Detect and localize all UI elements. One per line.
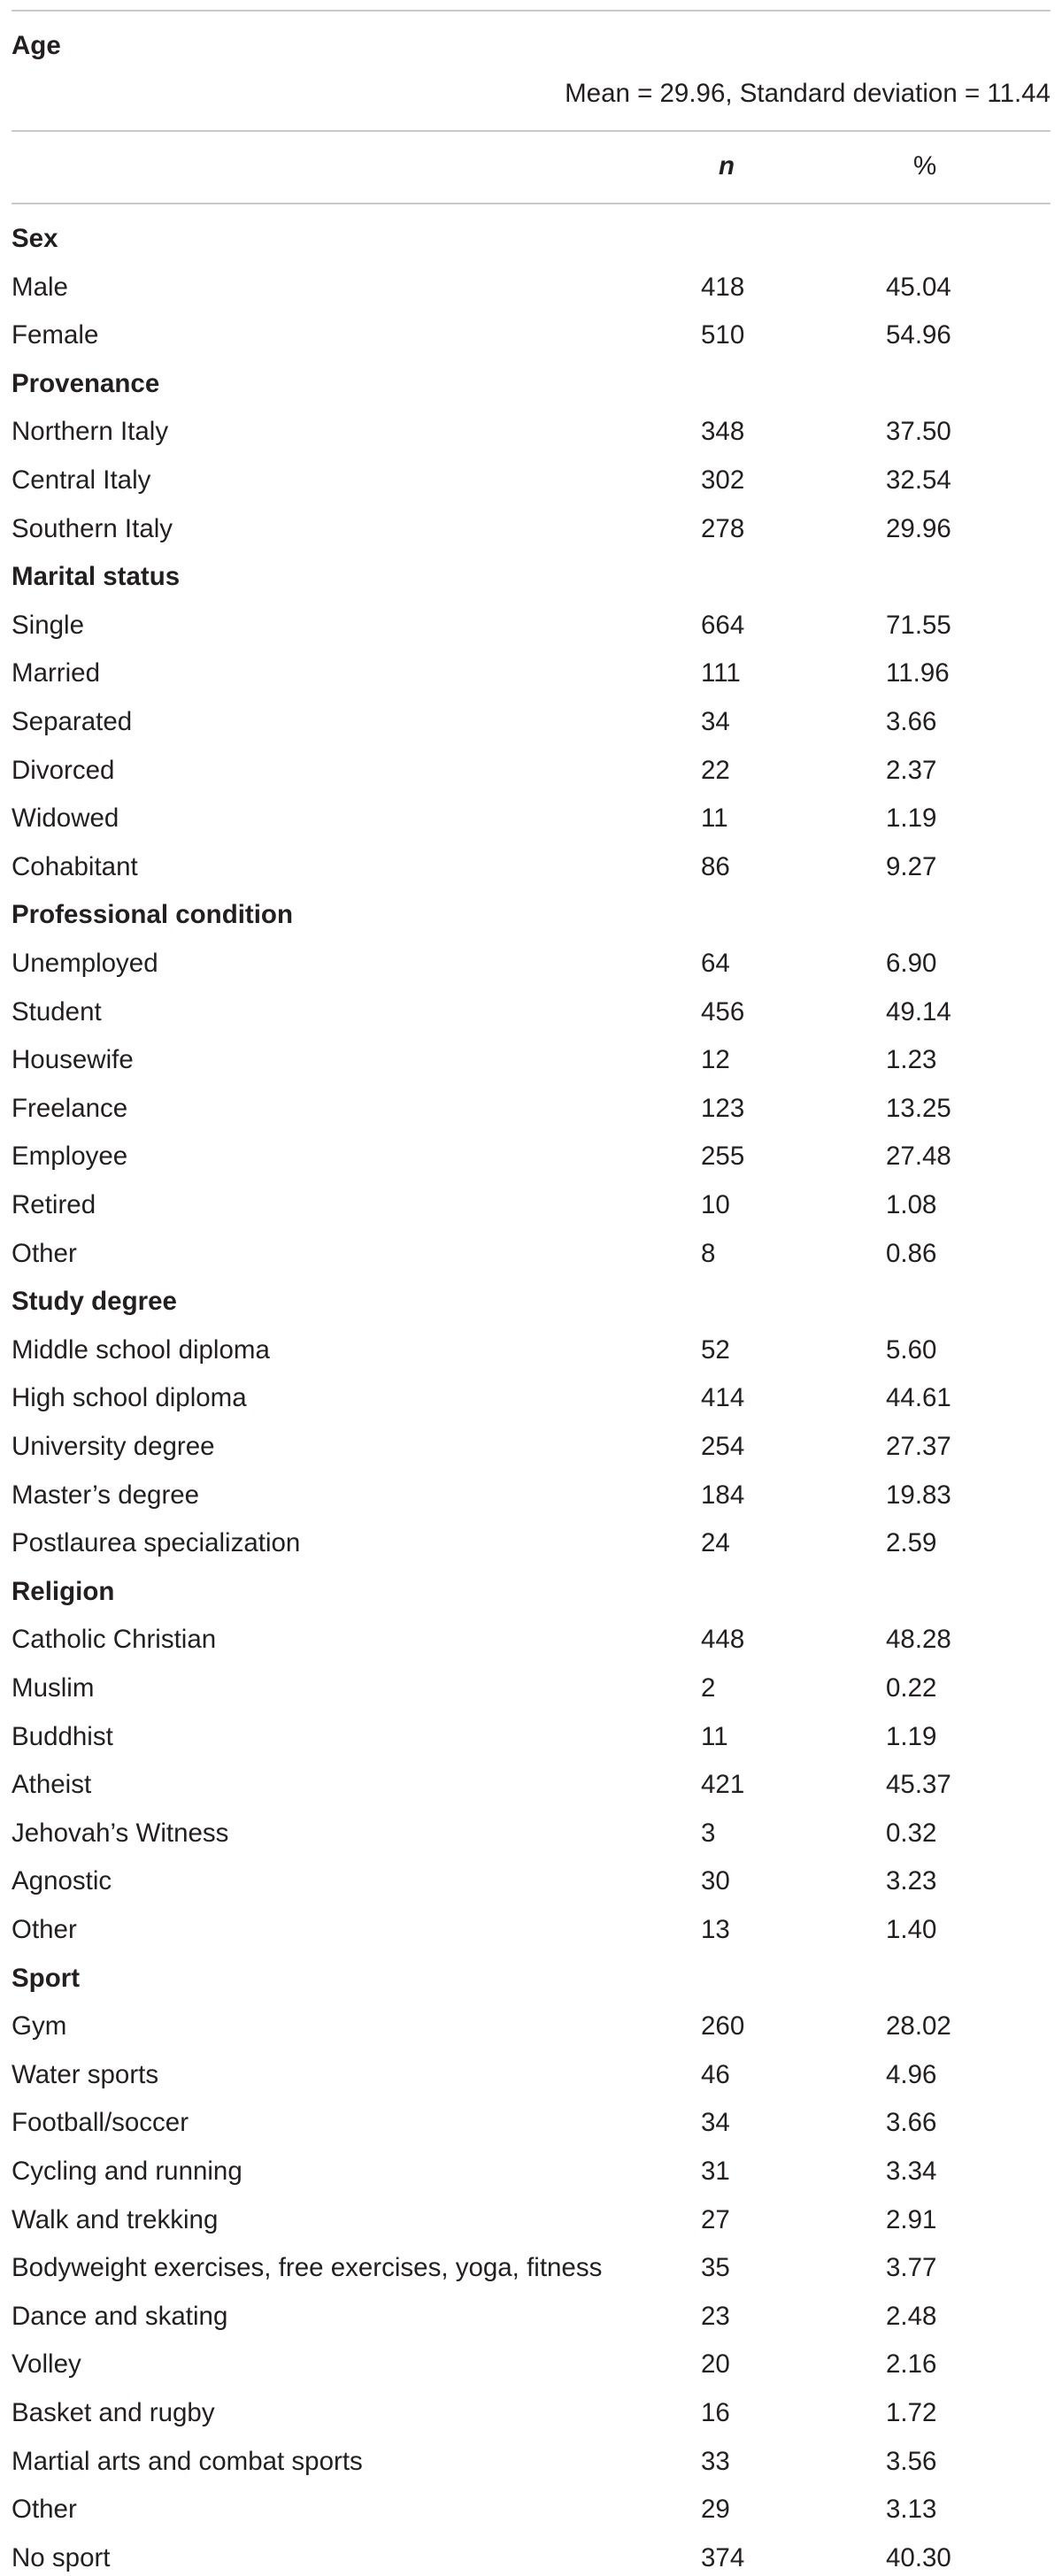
- row-label: Other: [12, 2495, 77, 2525]
- header-bottom-rule: [12, 203, 1050, 204]
- row-count: 8: [701, 1238, 716, 1268]
- column-header-percent: %: [913, 151, 937, 181]
- row-count: 64: [701, 949, 730, 978]
- row-percent: 6.90: [886, 949, 937, 978]
- row-label: Atheist: [12, 1770, 92, 1800]
- header-top-rule: [12, 130, 1050, 132]
- row-count: 3: [701, 1818, 716, 1848]
- row-label: Divorced: [12, 755, 115, 785]
- row-percent: 45.04: [886, 272, 951, 302]
- row-count: 664: [701, 610, 745, 640]
- row-percent: 0.22: [886, 1673, 937, 1703]
- column-header-n: n: [719, 151, 735, 181]
- section-heading: Sex: [12, 224, 58, 253]
- row-percent: 4.96: [886, 2059, 937, 2089]
- row-count: 414: [701, 1383, 745, 1413]
- row-label: Student: [12, 996, 102, 1027]
- section-heading: Sport: [12, 1963, 81, 1993]
- section-heading: Study degree: [12, 1287, 177, 1317]
- row-label: No sport: [12, 2542, 111, 2572]
- row-count: 448: [701, 1625, 745, 1655]
- row-count: 30: [701, 1866, 730, 1896]
- row-label: Water sports: [12, 2059, 159, 2089]
- row-percent: 13.25: [886, 1093, 951, 1123]
- row-label: Employee: [12, 1142, 128, 1172]
- row-percent: 2.16: [886, 2349, 937, 2380]
- row-label: Bodyweight exercises, free exercises, yoga, fitness: [12, 2253, 603, 2283]
- row-label: Male: [12, 272, 68, 302]
- row-label: Central Italy: [12, 465, 151, 495]
- row-count: 418: [701, 272, 745, 302]
- row-label: Muslim: [12, 1673, 95, 1703]
- row-percent: 54.96: [886, 320, 951, 350]
- row-percent: 5.60: [886, 1334, 937, 1365]
- row-count: 278: [701, 513, 745, 543]
- row-count: 421: [701, 1770, 745, 1800]
- row-percent: 0.32: [886, 1818, 937, 1848]
- row-percent: 3.66: [886, 2108, 937, 2138]
- row-count: 2: [701, 1673, 716, 1703]
- row-label: Catholic Christian: [12, 1625, 217, 1655]
- row-label: Postlaurea specialization: [12, 1528, 301, 1558]
- row-percent: 1.72: [886, 2398, 937, 2427]
- row-count: 260: [701, 2011, 745, 2042]
- row-count: 23: [701, 2301, 730, 2331]
- row-percent: 2.48: [886, 2301, 937, 2331]
- row-percent: 3.13: [886, 2495, 937, 2525]
- row-label: Basket and rugby: [12, 2398, 215, 2427]
- row-count: 510: [701, 320, 745, 350]
- row-percent: 71.55: [886, 610, 951, 640]
- table-top-rule: [12, 10, 1050, 12]
- row-label: Female: [12, 320, 99, 350]
- row-count: 27: [701, 2204, 730, 2234]
- row-percent: 1.40: [886, 1915, 937, 1944]
- row-percent: 2.59: [886, 1528, 937, 1558]
- row-label: Unemployed: [12, 949, 158, 978]
- row-percent: 1.08: [886, 1190, 937, 1219]
- row-percent: 45.37: [886, 1770, 951, 1800]
- row-percent: 19.83: [886, 1480, 951, 1510]
- row-label: Walk and trekking: [12, 2204, 219, 2234]
- row-percent: 3.77: [886, 2253, 937, 2283]
- row-count: 86: [701, 851, 730, 881]
- row-count: 12: [701, 1045, 730, 1075]
- row-percent: 37.50: [886, 417, 951, 447]
- row-count: 34: [701, 2108, 730, 2138]
- row-percent: 48.28: [886, 1625, 951, 1655]
- row-percent: 27.37: [886, 1432, 951, 1461]
- row-label: Buddhist: [12, 1721, 113, 1751]
- row-count: 24: [701, 1528, 730, 1558]
- row-label: Volley: [12, 2349, 81, 2380]
- row-count: 10: [701, 1190, 730, 1219]
- row-percent: 32.54: [886, 465, 951, 495]
- row-count: 374: [701, 2542, 745, 2572]
- row-count: 22: [701, 755, 730, 785]
- row-count: 52: [701, 1334, 730, 1365]
- row-count: 254: [701, 1432, 745, 1461]
- row-label: Agnostic: [12, 1866, 112, 1896]
- row-label: Cycling and running: [12, 2157, 242, 2186]
- row-count: 35: [701, 2253, 730, 2283]
- row-label: Gym: [12, 2011, 67, 2042]
- row-percent: 44.61: [886, 1383, 951, 1413]
- row-label: Freelance: [12, 1093, 128, 1123]
- row-label: Cohabitant: [12, 851, 138, 881]
- row-percent: 1.19: [886, 1721, 937, 1751]
- row-percent: 40.30: [886, 2542, 951, 2572]
- row-count: 13: [701, 1915, 730, 1944]
- row-label: High school diploma: [12, 1383, 247, 1413]
- age-statistics: Mean = 29.96, Standard deviation = 11.44: [565, 79, 1050, 108]
- age-label: Age: [12, 31, 61, 60]
- section-heading: Marital status: [12, 562, 181, 592]
- row-count: 348: [701, 417, 745, 447]
- row-count: 255: [701, 1142, 745, 1172]
- row-label: Jehovah’s Witness: [12, 1818, 229, 1848]
- section-heading: Provenance: [12, 368, 160, 398]
- row-count: 302: [701, 465, 745, 495]
- row-count: 123: [701, 1093, 745, 1123]
- row-label: Master’s degree: [12, 1480, 200, 1510]
- row-percent: 3.34: [886, 2157, 937, 2186]
- row-percent: 2.37: [886, 755, 937, 785]
- row-percent: 2.91: [886, 2204, 937, 2234]
- row-count: 11: [701, 1721, 728, 1751]
- row-label: Housewife: [12, 1045, 134, 1075]
- row-label: Other: [12, 1915, 77, 1944]
- row-percent: 27.48: [886, 1142, 951, 1172]
- row-label: Single: [12, 610, 85, 640]
- section-heading: Professional condition: [12, 900, 293, 930]
- row-count: 16: [701, 2398, 730, 2427]
- row-percent: 49.14: [886, 996, 951, 1027]
- section-heading: Religion: [12, 1576, 115, 1606]
- row-count: 29: [701, 2495, 730, 2525]
- row-percent: 0.86: [886, 1238, 937, 1268]
- row-label: University degree: [12, 1432, 215, 1461]
- row-label: Southern Italy: [12, 513, 173, 543]
- row-label: Martial arts and combat sports: [12, 2446, 363, 2476]
- row-percent: 3.56: [886, 2446, 937, 2476]
- row-percent: 29.96: [886, 513, 951, 543]
- row-label: Middle school diploma: [12, 1334, 270, 1365]
- row-label: Married: [12, 658, 100, 688]
- row-percent: 28.02: [886, 2011, 951, 2042]
- row-percent: 3.23: [886, 1866, 937, 1896]
- row-percent: 11.96: [886, 658, 950, 688]
- row-label: Widowed: [12, 804, 119, 834]
- row-label: Dance and skating: [12, 2301, 228, 2331]
- row-percent: 1.19: [886, 804, 937, 834]
- row-count: 11: [701, 804, 728, 834]
- row-percent: 9.27: [886, 851, 937, 881]
- row-label: Other: [12, 1238, 77, 1268]
- row-label: Northern Italy: [12, 417, 169, 447]
- row-count: 184: [701, 1480, 745, 1510]
- row-count: 34: [701, 707, 730, 736]
- row-count: 46: [701, 2059, 730, 2089]
- row-count: 31: [701, 2157, 730, 2186]
- row-count: 456: [701, 996, 745, 1027]
- row-label: Retired: [12, 1190, 96, 1219]
- row-label: Football/soccer: [12, 2108, 189, 2138]
- row-count: 20: [701, 2349, 730, 2380]
- row-percent: 3.66: [886, 707, 937, 736]
- row-label: Separated: [12, 707, 133, 736]
- row-count: 111: [701, 658, 741, 688]
- row-count: 33: [701, 2446, 730, 2476]
- row-percent: 1.23: [886, 1045, 937, 1075]
